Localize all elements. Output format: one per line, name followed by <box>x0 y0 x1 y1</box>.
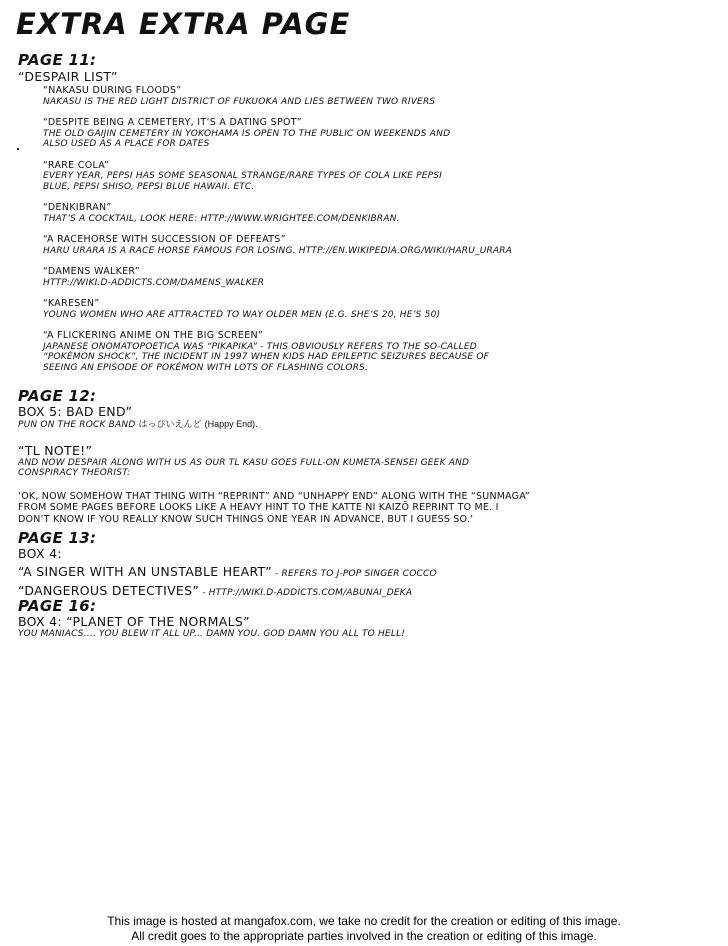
tl-quote-line: DON’T KNOW IF YOU REALLY KNOW SUCH THINGS ONE YEAR IN ADVANCE, BUT I GUESS SO.’ <box>18 513 474 525</box>
singer-note: - REFERS TO J-POP SINGER COCCO <box>271 569 437 579</box>
despair-item-note: THE OLD GAIJIN CEMETERY IN YOKOHAMA IS OPEN TO THE PUBLIC ON WEEKENDS AND <box>43 128 451 139</box>
despair-item <box>18 299 512 320</box>
singer-title: “A SINGER WITH AN UNSTABLE HEART” <box>18 564 272 579</box>
despair-item-note: HTTP://WIKI.D-ADDICTS.COM/DAMENS_WALKER <box>43 277 265 288</box>
despair-item-note: “POKÉMON SHOCK”, THE INCIDENT IN 1997 WHEN KIDS HAD EPILEPTIC SEIZURES BECAUSE OF <box>43 352 490 362</box>
despair-item <box>18 118 512 150</box>
detectives-note: - HTTP://WIKI.D-ADDICTS.COM/ABUNAI_DEKA <box>199 588 413 598</box>
page-13-line <box>18 561 437 580</box>
despair-item-title: “KARESEN” <box>43 298 100 309</box>
despair-item-note: THAT’S A COCKTAIL, LOOK HERE: HTTP://WWW.WRIGHTEE.COM/DENKIBRAN. <box>43 213 400 224</box>
tl-quote-line: ‘OK, NOW SOMEHOW THAT THING WITH “REPRINT” AND “UNHAPPY END” ALONG WITH THE “SUNMAGA” <box>18 490 530 502</box>
page-13-section <box>18 530 437 599</box>
pun-prefix: PUN ON THE ROCK BAND <box>18 420 136 430</box>
despair-item-note: HARU URARA IS A RACE HORSE FAMOUS FOR LOSING. HTTP://EN.WIKIPEDIA.ORG/WIKI/HARU_URARA <box>43 245 513 256</box>
despair-item-note: ALSO USED AS A PLACE FOR DATES <box>43 139 210 149</box>
page-13-heading: PAGE 13: <box>18 529 97 547</box>
despair-item-note: BLUE, PEPSI SHISO, PEPSI BLUE HAWAII. ETC. <box>43 181 255 192</box>
despair-item-title: “RARE COLA” <box>43 159 110 171</box>
credits-line: This image is hosted at mangafox.com, we take no credit for the creation or editing of this image. <box>107 914 621 928</box>
despair-item <box>18 235 512 256</box>
page-12-heading: PAGE 12: <box>18 387 97 405</box>
tl-quote <box>18 491 530 526</box>
page-12-section <box>18 388 530 525</box>
despair-item <box>18 331 512 373</box>
stray-dot <box>17 148 19 150</box>
page-16-box: BOX 4: “PLANET OF THE NORMALS” <box>18 614 250 629</box>
tl-quote-line: FROM SOME PAGES BEFORE LOOKS LIKE A HEAVY HINT TO THE KATTE NI KAIZŌ REPRINT TO ME. I <box>18 502 499 513</box>
page-16-heading: PAGE 16: <box>18 597 97 615</box>
despair-item-title: “NAKASU DURING FLOODS” <box>43 85 182 96</box>
despair-item-note: NAKASU IS THE RED LIGHT DISTRICT OF FUKUOKA AND LIES BETWEEN TWO RIVERS <box>43 96 436 107</box>
despair-item-title: “A FLICKERING ANIME ON THE BIG SCREEN” <box>43 330 264 341</box>
despair-item <box>18 161 512 193</box>
detectives-title: “DANGEROUS DETECTIVES” <box>18 583 200 598</box>
despair-item <box>18 86 512 107</box>
despair-list-title: “DESPAIR LIST” <box>18 69 118 84</box>
despair-item-title: “DENKIBRAN” <box>43 202 112 213</box>
tl-note-line: AND NOW DESPAIR ALONG WITH US AS OUR TL KASU GOES FULL-ON KUMETA-SENSEI GEEK AND <box>18 457 470 468</box>
tl-note-line: CONSPIRACY THEORIST: <box>18 468 131 478</box>
despair-item-title: “DAMENS WALKER” <box>43 266 140 277</box>
despair-item-note: EVERY YEAR, PEPSI HAS SOME SEASONAL STRANGE/RARE TYPES OF COLA LIKE PEPSI <box>43 171 443 181</box>
pun-japanese: はっぴいえんど <box>138 419 202 429</box>
page-16-section <box>18 598 405 640</box>
despair-item <box>18 203 512 224</box>
despair-item-title: “A RACEHORSE WITH SUCCESSION OF DEFEATS” <box>43 234 286 245</box>
credits-line: All credit goes to the appropriate parties involved in the creation or editing of this image. <box>131 929 597 943</box>
page-16-note: YOU MANIACS.... YOU BLEW IT ALL UP... DAMN YOU. GOD DAMN YOU ALL TO HELL! <box>18 629 406 639</box>
page-11-heading: PAGE 11: <box>18 51 97 69</box>
page-title: EXTRA EXTRA PAGE <box>16 7 351 41</box>
pun-suffix: (Happy End). <box>204 419 258 429</box>
despair-item-note: SEEING AN EPISODE OF POKÉMON WITH LOTS OF FLASHING COLORS. <box>43 362 369 373</box>
despair-item-note: JAPANESE ONOMATOPOETICA WAS “PIKAPIKA” - THIS OBVIOUSLY REFERS TO THE SO-CALLED <box>43 341 477 352</box>
page-11-section <box>18 52 512 373</box>
tl-note-title: “TL NOTE!” <box>18 442 93 458</box>
pun-note <box>18 419 530 431</box>
despair-item-title: “DESPITE BEING A CEMETERY, IT’S A DATING SPOT” <box>43 117 302 128</box>
page-13-box: BOX 4: <box>18 546 62 561</box>
page-12-box: BOX 5: BAD END” <box>18 404 133 419</box>
despair-item-note: YOUNG WOMEN WHO ARE ATTRACTED TO WAY OLDER MEN (E.G. SHE’S 20, HE’S 50) <box>43 309 441 320</box>
despair-item <box>18 267 512 288</box>
